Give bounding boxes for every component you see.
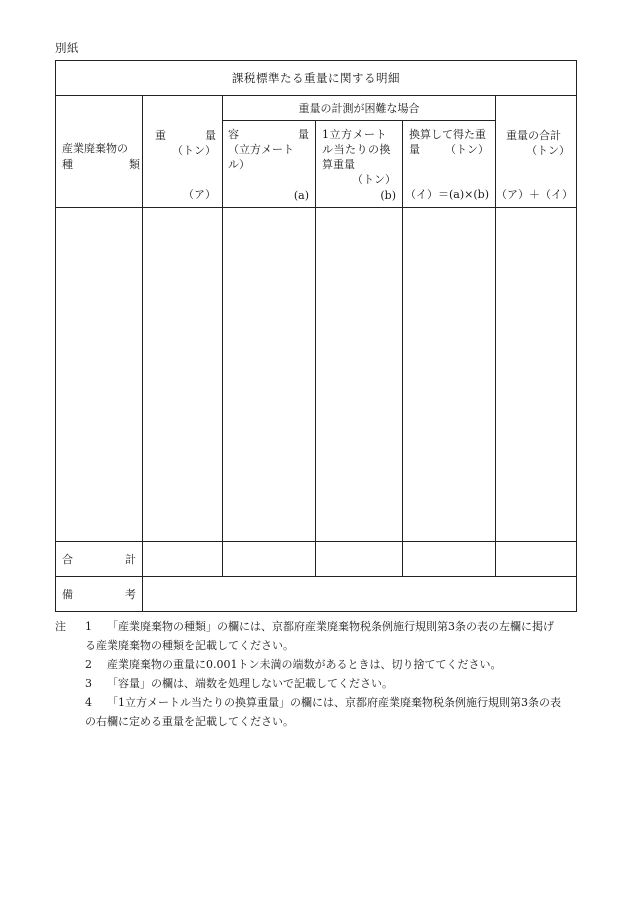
volume-line1a: 容	[228, 128, 239, 141]
table-title: 課税標準たる重量に関する明細	[56, 61, 577, 96]
notes-section	[55, 617, 580, 731]
page-label: 別紙	[55, 41, 79, 55]
weight-line1b: 量	[205, 129, 216, 142]
remarks-label-a: 備	[62, 588, 73, 601]
entry-converted-cell[interactable]	[403, 208, 496, 542]
sum-converted-cell[interactable]	[403, 542, 496, 577]
header-volume	[223, 121, 316, 208]
total-line1: 重量の合計	[506, 129, 561, 142]
conversion-line2: ル当たりの換	[322, 143, 391, 156]
entry-total-cell[interactable]	[496, 208, 577, 542]
weight-mark: （ア）	[183, 188, 216, 201]
sum-volume-cell[interactable]	[223, 542, 316, 577]
note-number: 2	[85, 658, 92, 671]
note-text: 「産業廃棄物の種類」の欄には、京都府産業廃棄物税条例施行規則第3条の表の左欄に掲げ	[107, 620, 554, 633]
header-measurement-difficult: 重量の計測が困難な場合	[223, 96, 496, 121]
note-item-3	[55, 674, 580, 693]
remarks-input-cell[interactable]	[143, 577, 577, 612]
note-text: 「1立方メートル当たりの換算重量」の欄には、京都府産業廃棄物税条例施行規則第3条の表	[107, 696, 561, 709]
header-converted-weight	[403, 121, 496, 208]
volume-unit: （立方メートル）	[228, 143, 294, 171]
converted-line2b: （トン）	[445, 143, 489, 156]
sum-label-a: 合	[62, 553, 73, 566]
note-number: 4	[85, 696, 92, 709]
total-mark: （ア）＋（イ）	[496, 188, 573, 201]
sum-label-cell	[56, 542, 143, 577]
note-number: 1	[85, 620, 92, 633]
note-text-cont: る産業廃棄物の種類を記載してください。	[85, 639, 294, 652]
notes-head: 注	[55, 620, 66, 633]
header-total	[496, 96, 577, 208]
weight-line1a: 重	[155, 129, 166, 142]
sum-weight-cell[interactable]	[143, 542, 223, 577]
header-weight	[143, 96, 223, 208]
entry-kind-cell[interactable]	[56, 208, 143, 542]
conversion-unit: （トン）	[352, 173, 396, 186]
total-unit: （トン）	[526, 144, 571, 157]
conversion-mark: (b)	[380, 189, 396, 202]
conversion-line1: 1立方メート	[322, 128, 387, 141]
weight-unit: （トン）	[172, 144, 216, 157]
note-text: 産業廃棄物の重量に0.001トン未満の端数があるときは、切り捨ててください。	[107, 658, 502, 671]
detail-table	[55, 60, 577, 612]
sum-label-b: 計	[125, 553, 136, 566]
converted-mark: （イ）＝(a)×(b)	[405, 188, 489, 201]
sum-conversion-cell[interactable]	[316, 542, 403, 577]
entry-volume-cell[interactable]	[223, 208, 316, 542]
note-item-1	[55, 617, 580, 636]
kind-line1: 産業廃棄物の	[62, 142, 128, 155]
note-item-4	[55, 693, 580, 712]
header-waste-kind	[56, 96, 143, 208]
note-text-cont: の右欄に定める重量を記載してください。	[85, 715, 294, 728]
converted-line1: 換算して得た重	[409, 128, 486, 141]
kind-line2a: 種	[62, 158, 73, 171]
volume-line1b: 量	[298, 128, 309, 141]
header-conversion-weight	[316, 121, 403, 208]
note-number: 3	[85, 677, 92, 690]
entry-weight-cell[interactable]	[143, 208, 223, 542]
sum-total-cell[interactable]	[496, 542, 577, 577]
conversion-line3: 算重量	[322, 158, 355, 171]
converted-line2a: 量	[409, 143, 420, 156]
note-item-2	[55, 655, 580, 674]
kind-line2b: 類	[129, 158, 140, 171]
remarks-label-cell	[56, 577, 143, 612]
volume-mark: (a)	[293, 189, 309, 202]
entry-conversion-cell[interactable]	[316, 208, 403, 542]
note-text: 「容量」の欄は、端数を処理しないで記載してください。	[107, 677, 393, 690]
remarks-label-b: 考	[125, 588, 136, 601]
